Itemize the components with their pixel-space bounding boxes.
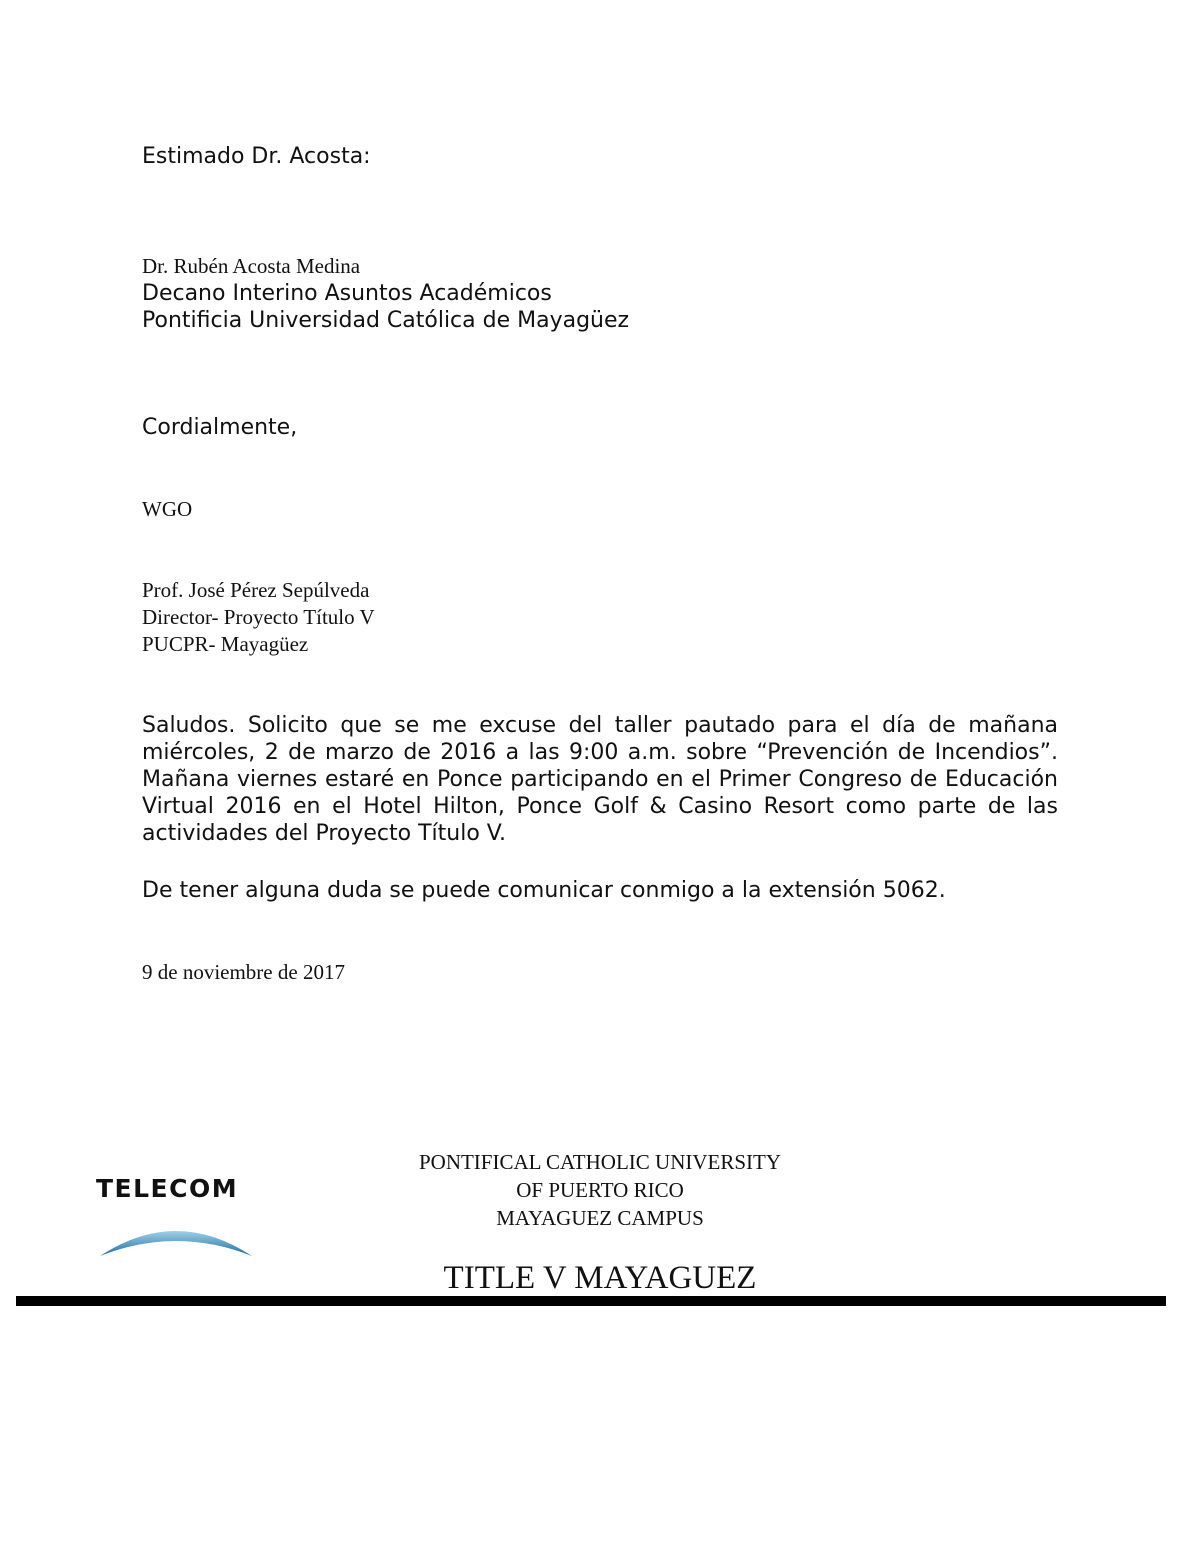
greeting: Estimado Dr. Acosta: [142, 144, 371, 169]
letter-body [142, 712, 1058, 847]
sender-block [142, 577, 375, 658]
institution-line: OF PUERTO RICO [516, 1178, 684, 1202]
institution-line: PONTIFICAL CATHOLIC UNIVERSITY [418, 1150, 782, 1174]
sender-name: Prof. José Pérez Sepúlveda [142, 578, 370, 602]
extension-note: De tener alguna duda se puede comunicar conmigo a la extensión 5062. [142, 878, 946, 903]
body-paragraph: Saludos. Solicito que se me excuse del taller pautado para el día de mañana miércoles, 2 de marzo de 2016 a las 9:00 a.m. sobre “Prevención de Incendios”. Mañana viernes estaré en Ponce participando en el Primer Congreso de Educación Virtual 2016 en el Hotel Hilton, Ponce Golf & Casino Resort como parte de las actividades del Proyecto Título V. [142, 713, 1058, 846]
institution-line: MAYAGUEZ CAMPUS [496, 1206, 704, 1230]
recipient-title: Decano Interino Asuntos Académicos [142, 281, 552, 306]
logo-wordmark: TELECOM [96, 1174, 239, 1203]
institution-header [340, 1148, 860, 1232]
program-title: TITLE V MAYAGUEZ [443, 1260, 757, 1296]
closing: Cordialmente, [142, 415, 298, 440]
letter-date: 9 de noviembre de 2017 [142, 960, 345, 984]
logo-arc-icon [96, 1212, 256, 1260]
initials: WGO [142, 497, 193, 521]
sender-institution: PUCPR- Mayagüez [142, 632, 309, 656]
recipient-block [142, 253, 629, 334]
footer-divider [16, 1296, 1166, 1306]
recipient-name: Dr. Rubén Acosta Medina [142, 254, 361, 278]
sender-title: Director- Proyecto Título V [142, 605, 375, 629]
recipient-institution: Pontificia Universidad Católica de Mayagüez [142, 308, 630, 333]
telecom-logo [96, 1172, 256, 1262]
